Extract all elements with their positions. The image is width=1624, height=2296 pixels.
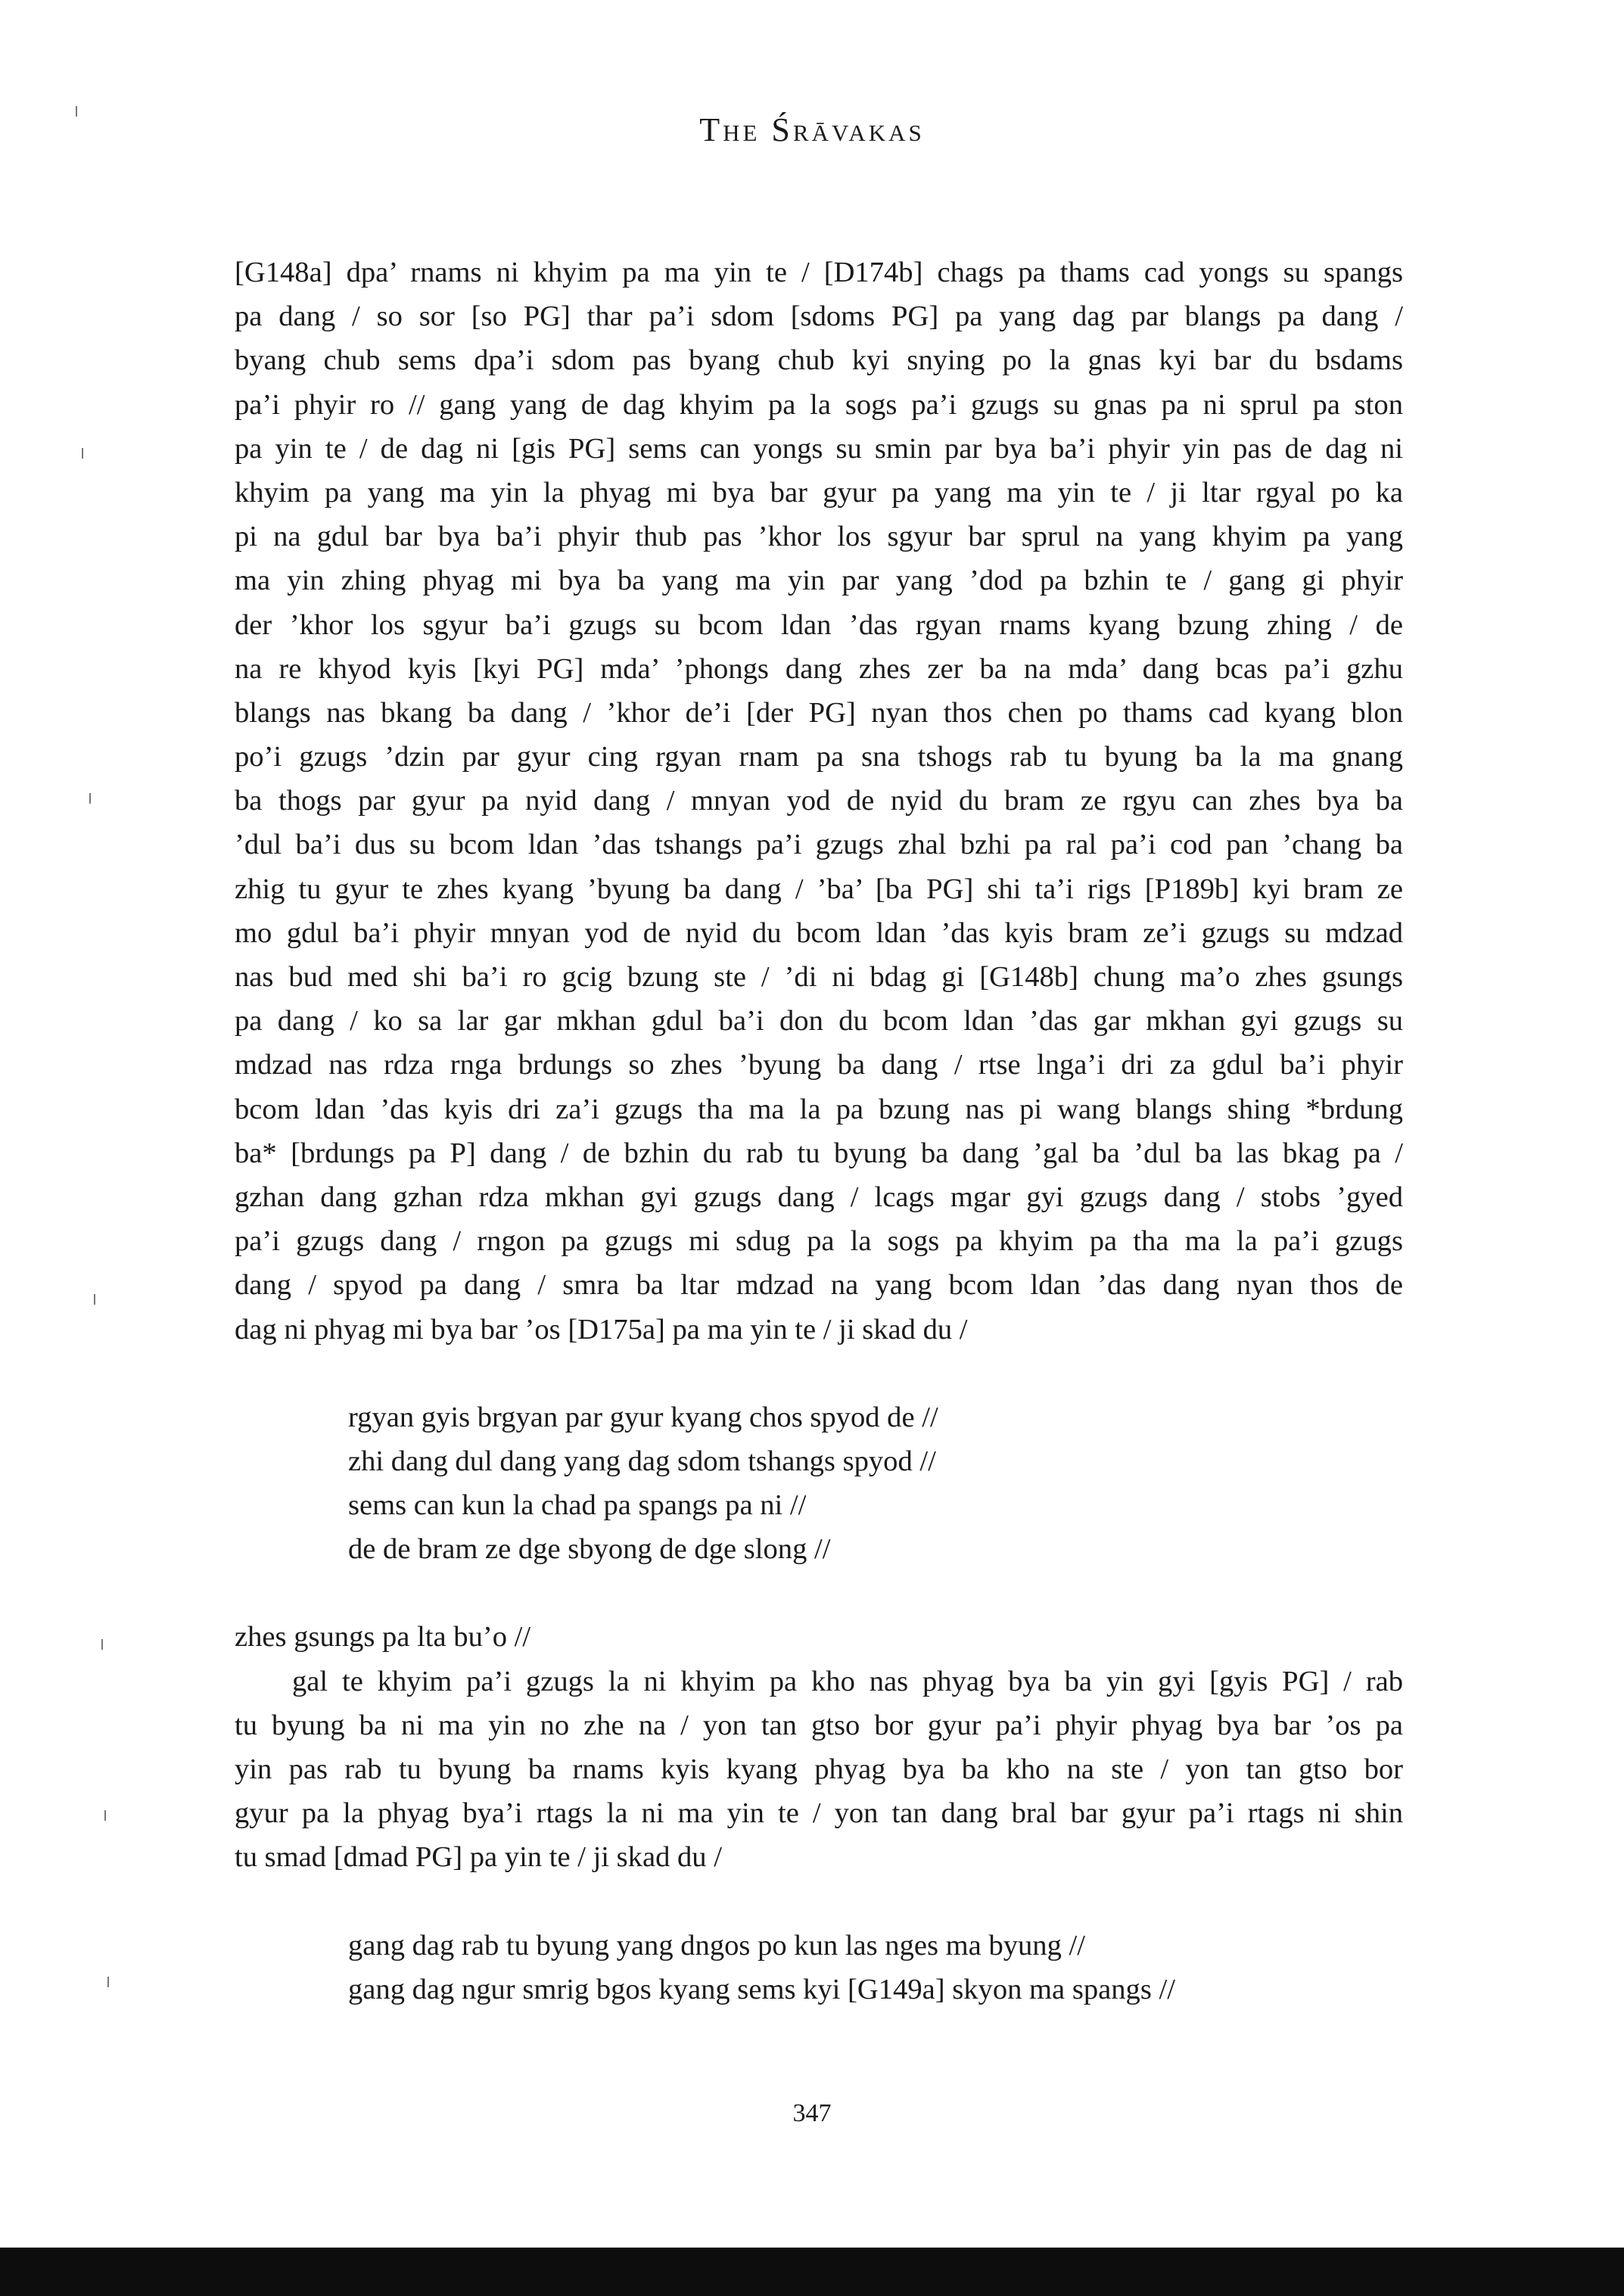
margin-mark [82, 448, 83, 459]
verse-line: de de bram ze dge sbyong de dge slong // [348, 1533, 831, 1566]
text-line: dag ni phyag mi bya bar ’os [D175a] pa ma yin te / ji skad du / [235, 1313, 968, 1346]
text-line: gyur pa la phyag bya’i rtags la ni ma yin te / yon tan dang bral bar gyur pa’i rtags ni shin [235, 1797, 1403, 1830]
verse-block [348, 1395, 1403, 1572]
spacer [235, 1571, 1403, 1615]
verse-line: gang dag rab tu byung yang dngos po kun las nges ma byung // [348, 1929, 1085, 1962]
text-line: po’i gzugs ’dzin par gyur cing rgyan rnam pa sna tshogs rab tu byung ba la ma gnang [235, 741, 1403, 773]
text-line: mo gdul ba’i phyir mnyan yod de nyid du bcom ldan ’das kyis bram ze’i gzugs su mdzad [235, 916, 1403, 949]
text-line: tu smad [dmad PG] pa yin te / ji skad du / [235, 1841, 722, 1874]
text-line: ma yin zhing phyag mi bya ba yang ma yin par yang ’dod pa bzhin te / gang gi phyir [235, 565, 1403, 597]
text-line: ba thogs par gyur pa nyid dang / mnyan yod de nyid du bram ze rgyu can zhes bya ba [235, 785, 1403, 817]
text-line: pa’i gzugs dang / rngon pa gzugs mi sdug pa la sogs pa khyim pa tha ma la pa’i gzugs [235, 1225, 1403, 1258]
text-line: der ’khor los sgyur ba’i gzugs su bcom ldan ’das rgyan rnams kyang bzung zhing / de [235, 608, 1403, 641]
verse-block [348, 1924, 1403, 2011]
text-line: khyim pa yang ma yin la phyag mi bya bar gyur pa yang ma yin te / ji ltar rgyal po ka [235, 476, 1403, 509]
text-line: ba* [brdungs pa P] dang / de bzhin du rab tu byung ba dang ’gal ba ’dul ba las bkag pa / [235, 1137, 1403, 1169]
spacer [235, 1880, 1403, 1924]
margin-mark [107, 1977, 109, 1987]
margin-mark [104, 1810, 106, 1821]
text-line: bcom ldan ’das kyis dri za’i gzugs tha ma la pa bzung nas pi wang blangs shing *brdung [235, 1093, 1403, 1125]
verse-line: gang dag ngur smrig bgos kyang sems kyi [G149a] skyon ma spangs // [348, 1973, 1175, 2005]
text-line: ’dul ba’i dus su bcom ldan ’das tshangs pa’i gzugs zhal bzhi pa ral pa’i cod pan ’chang ba [235, 829, 1403, 861]
margin-mark [101, 1639, 103, 1650]
verse-line: sems can kun la chad pa spangs pa ni // [348, 1489, 807, 1522]
margin-mark [94, 1294, 95, 1305]
paragraph [235, 1660, 1403, 1880]
spacer [235, 1352, 1403, 1395]
text-line: pa yin te / de dag ni [gis PG] sems can yongs su smin par bya ba’i phyir yin pas de dag ni [235, 432, 1403, 465]
scan-edge-band [0, 2248, 1624, 2296]
text-line: pa dang / ko sa lar gar mkhan gdul ba’i don du bcom ldan ’das gar mkhan gyi gzugs su [235, 1005, 1403, 1038]
text-line: dang / spyod pa dang / smra ba ltar mdzad na yang bcom ldan ’das dang nyan thos de [235, 1269, 1403, 1302]
text-line: blangs nas bkang ba dang / ’khor de’i [der PG] nyan thos chen po thams cad kyang blon [235, 696, 1403, 729]
page-number: 347 [792, 2099, 832, 2127]
text-line: na re khyod kyis [kyi PG] mda’ ’phongs dang zhes zer ba na mda’ dang bcas pa’i gzhu [235, 652, 1403, 685]
verse-close: zhes gsungs pa lta bu’o // [235, 1621, 531, 1654]
text-line: [G148a] dpa’ rnams ni khyim pa ma yin te / [D174b] chags pa thams cad yongs su spangs [235, 257, 1403, 288]
text-line: pa’i phyir ro // gang yang de dag khyim pa la sogs pa’i gzugs su gnas pa ni sprul pa ston [235, 388, 1403, 421]
text-line: pa dang / so sor [so PG] thar pa’i sdom [sdoms PG] pa yang dag par blangs pa dang / [235, 300, 1403, 333]
text-line: gal te khyim pa’i gzugs la ni khyim pa kho nas phyag bya ba yin gyi [gyis PG] / rab [292, 1665, 1403, 1697]
text-line: yin pas rab tu byung ba rnams kyis kyang phyag bya ba kho na ste / yon tan gtso bor [235, 1753, 1403, 1785]
verse-line: zhi dang dul dang yang dag sdom tshangs spyod // [348, 1445, 936, 1477]
running-head: The Śrāvakas [699, 111, 925, 148]
text-line: pi na gdul bar bya ba’i phyir thub pas ’khor los sgyur bar sprul na yang khyim pa yang [235, 521, 1403, 553]
text-line: zhig tu gyur te zhes kyang ’byung ba dang / ’ba’ [ba PG] shi ta’i rigs [P189b] kyi bram ze [235, 873, 1403, 905]
body-text [235, 250, 1403, 2011]
paragraph [235, 250, 1403, 1352]
verse-line: rgyan gyis brgyan par gyur kyang chos spyod de // [348, 1401, 938, 1433]
text-line: byang chub sems dpa’i sdom pas byang chub kyi snying po la gnas kyi bar du bsdams [235, 344, 1403, 377]
text-line: gzhan dang gzhan rdza mkhan gyi gzugs dang / lcags mgar gyi gzugs dang / stobs ’gyed [235, 1181, 1403, 1213]
margin-mark [89, 793, 91, 804]
text-line: tu byung ba ni ma yin no zhe na / yon tan gtso bor gyur pa’i phyir phyag bya bar ’os pa [235, 1709, 1403, 1741]
text-line: mdzad nas rdza rnga brdungs so zhes ’byung ba dang / rtse lnga’i dri za gdul ba’i phyir [235, 1049, 1403, 1081]
text-line: nas bud med shi ba’i ro gcig bzung ste / ’di ni bdag gi [G148b] chung ma’o zhes gsungs [235, 961, 1403, 993]
